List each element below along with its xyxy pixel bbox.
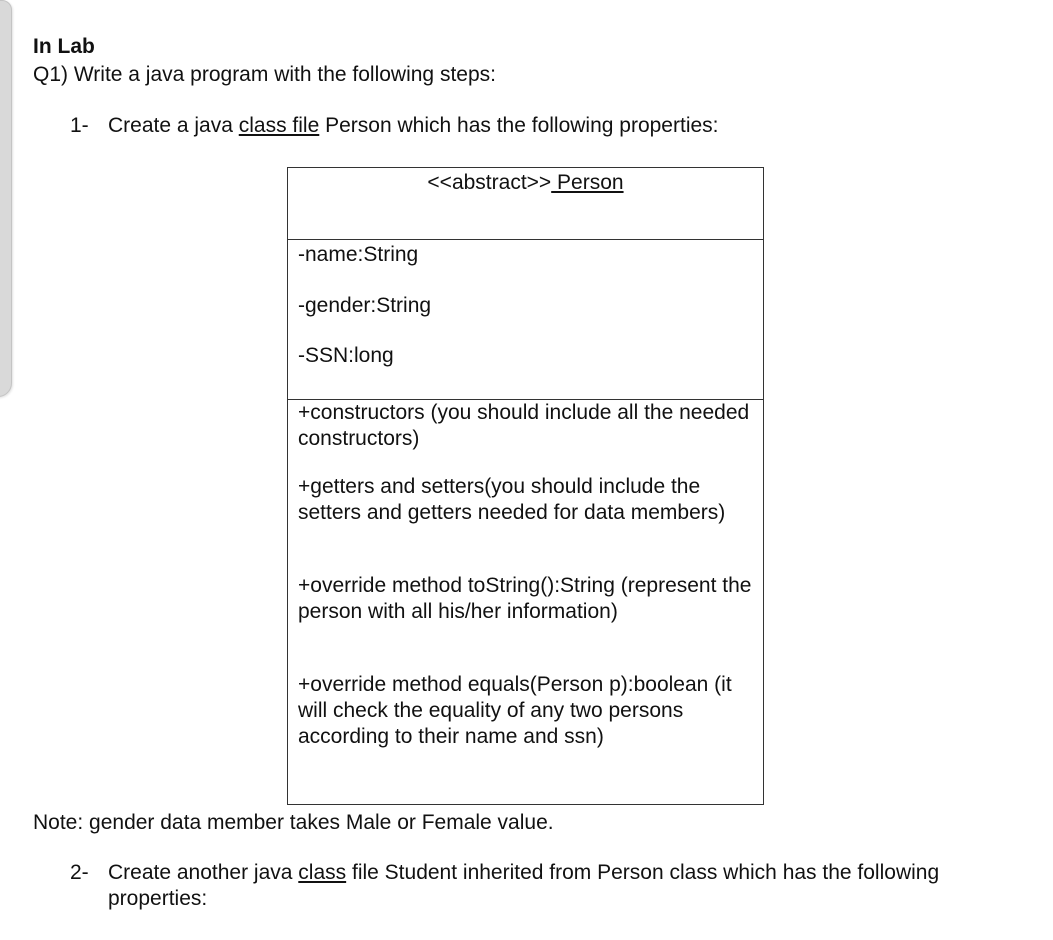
uml-attributes-section [288, 240, 763, 400]
step-2-text [108, 860, 1023, 912]
uml-attribute: -gender:String [298, 294, 432, 317]
step-2-number: 2- [70, 861, 89, 884]
side-panel-tab [0, 0, 12, 397]
uml-class-diagram [287, 167, 764, 805]
uml-operation: +getters and setters(you should include the setters and getters needed for data members) [298, 475, 726, 524]
step-2 [70, 860, 1030, 912]
step-1-number: 1- [70, 114, 89, 137]
step-1-text-before: Create a java [108, 114, 239, 137]
step-1 [70, 113, 970, 139]
uml-stereotype: <<abstract>> [427, 171, 552, 194]
note-text: Note: gender data member takes Male or Female value. [33, 811, 554, 834]
uml-operation: +override method toString():String (represent the person with all his/her information) [298, 574, 752, 623]
step-1-underlined-text: class file [238, 114, 320, 137]
step-1-text [108, 113, 968, 139]
uml-operations-section [288, 400, 763, 804]
step-2-underlined-text: class [298, 861, 347, 884]
uml-operation: +override method equals(Person p):boolean (it will check the equality of any two persons according to their name and ssn) [298, 673, 732, 748]
uml-operation: +constructors (you should include all the needed constructors) [298, 401, 750, 450]
section-heading: In Lab [33, 35, 95, 58]
uml-attribute: -SSN:long [298, 344, 394, 367]
step-1-text-after: Person which has the following properties: [319, 114, 719, 137]
question-text: Q1) Write a java program with the following steps: [33, 63, 496, 86]
uml-class-title [288, 170, 763, 196]
uml-class-name: Person [551, 171, 624, 194]
uml-class-name-section [288, 168, 763, 240]
uml-attribute: -name:String [298, 243, 419, 266]
step-2-text-before: Create another java [108, 861, 299, 884]
step-2-text-after: file Student inherited from Person class which has the following properties: [108, 861, 940, 910]
